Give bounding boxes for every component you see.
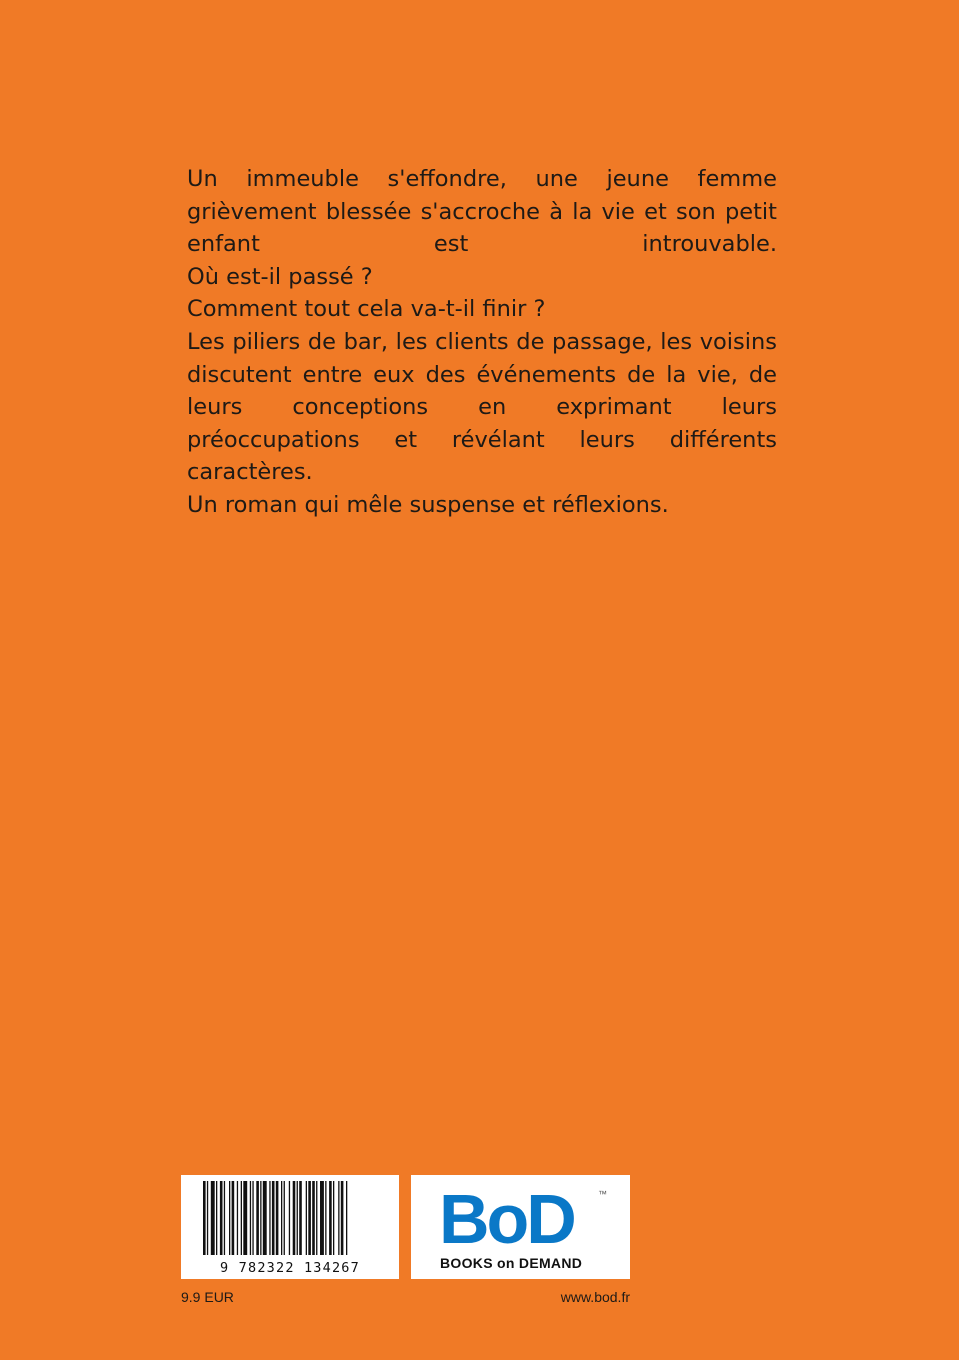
barcode-bar (306, 1181, 307, 1255)
barcode-bar (276, 1181, 279, 1255)
barcode-bar (232, 1181, 235, 1255)
barcode-bar (241, 1181, 242, 1255)
barcode-bar (224, 1181, 225, 1255)
blurb-paragraph-2 (187, 261, 777, 294)
barcode-bar (229, 1181, 230, 1255)
barcode-bar (312, 1181, 315, 1255)
back-cover-blurb (187, 163, 777, 522)
barcode-bar (216, 1181, 217, 1255)
barcode-bar (263, 1181, 267, 1255)
blurb-paragraph-3 (187, 293, 777, 326)
blurb-paragraph-1 (187, 163, 777, 261)
barcode-bar (308, 1181, 311, 1255)
barcode-bar (256, 1181, 259, 1255)
bod-logo-word: BoD (439, 1180, 574, 1258)
blurb-paragraph-4 (187, 326, 777, 489)
barcode-bar (250, 1181, 251, 1255)
barcode-bar (252, 1181, 253, 1255)
barcode-bar (333, 1181, 334, 1255)
blurb-line-1: Un immeuble s'effondre, une jeune femme grièvement blessée s'accroche à la vie et son petit enfant est introuvable. (187, 166, 777, 258)
barcode-bar (320, 1181, 324, 1255)
barcode-bar (203, 1181, 206, 1255)
barcode-bar (341, 1181, 344, 1255)
barcode-bar (243, 1181, 247, 1255)
barcode-bar (299, 1181, 302, 1255)
barcode-bar (207, 1181, 208, 1255)
barcode-bar (220, 1181, 223, 1255)
barcode-bar (289, 1181, 290, 1255)
barcode-bar (316, 1181, 317, 1255)
price-label: 9.9 EUR (181, 1289, 234, 1305)
publisher-logo (411, 1175, 630, 1279)
barcode-bar (272, 1181, 275, 1255)
bod-logo-text (439, 1181, 574, 1257)
publisher-tagline: BOOKS on DEMAND (440, 1255, 583, 1271)
barcode-bar (297, 1181, 298, 1255)
publisher-url: www.bod.fr (560, 1289, 630, 1305)
barcode-bar (211, 1181, 215, 1255)
barcode-bar (293, 1181, 296, 1255)
blurb-paragraph-5 (187, 489, 777, 522)
barcode-bar (269, 1181, 270, 1255)
blurb-line-2: Où est-il passé ? (187, 263, 373, 290)
barcode (181, 1175, 399, 1279)
blurb-line-3: Comment tout cela va-t-il finir ? (187, 296, 546, 323)
blurb-line-4: Les piliers de bar, les clients de passage, les voisins discutent entre eux des événements de la vie, de leurs conceptions en exprimant leurs préoccupations et révélant leurs différents caractères. (187, 328, 777, 486)
barcode-bar (346, 1181, 347, 1255)
barcode-bar (237, 1181, 238, 1255)
barcode-bar (281, 1181, 282, 1255)
barcode-bar (325, 1181, 326, 1255)
barcode-bar (260, 1181, 261, 1255)
trademark-symbol: ™ (598, 1189, 607, 1199)
barcode-bar (284, 1181, 285, 1255)
isbn-number: 9 782322 134267 (220, 1260, 360, 1276)
barcode-bar (338, 1181, 339, 1255)
blurb-line-5: Un roman qui mêle suspense et réflexions. (187, 491, 669, 518)
barcode-bar (329, 1181, 332, 1255)
